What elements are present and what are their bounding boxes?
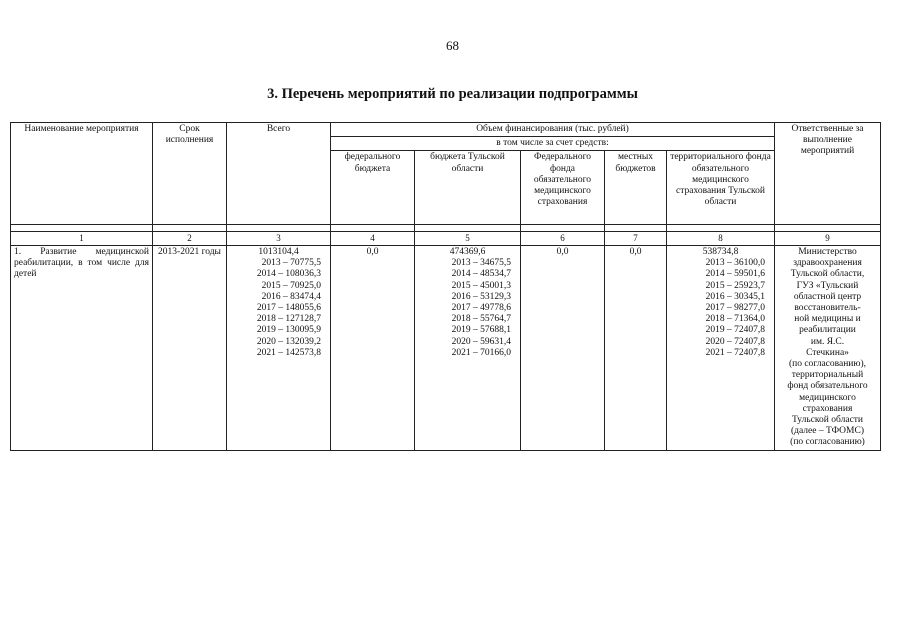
regional-year: 2014 – 48534,7 — [451, 269, 511, 280]
regional-budget-cell — [415, 246, 521, 451]
responsible-line: восстановитель- — [794, 303, 861, 314]
responsible-cell — [775, 246, 881, 451]
responsible-line: медицинского — [799, 392, 856, 403]
column-number: 2 — [153, 232, 227, 246]
oms-territorial-year: 2016 – 30345,1 — [705, 291, 765, 302]
oms-territorial-year: 2014 – 59501,6 — [705, 269, 765, 280]
header-federal: федерального бюджета — [331, 151, 415, 225]
total-cell — [227, 246, 331, 451]
total-year: 2014 – 108036,3 — [256, 269, 321, 280]
regional-year: 2019 – 57688,1 — [451, 325, 511, 336]
header-oms-federal: Федерального фонда обязательного медицинского страхования — [521, 151, 605, 225]
column-number: 5 — [415, 232, 521, 246]
regional-year: 2013 – 34675,5 — [451, 258, 511, 269]
column-number: 8 — [667, 232, 775, 246]
total-year: 2020 – 132039,2 — [256, 336, 321, 347]
oms-territorial-year: 2019 – 72407,8 — [705, 325, 765, 336]
responsible-line: территориальный — [791, 370, 864, 381]
total-sum: 1013104,4 — [258, 247, 299, 258]
responsible-line: Министерство — [798, 247, 857, 258]
total-year: 2019 – 130095,9 — [256, 325, 321, 336]
total-year: 2017 – 148055,6 — [256, 303, 321, 314]
document-title: 3. Перечень мероприятий по реализации подпрограммы — [267, 86, 638, 102]
responsible-line: страхования — [802, 403, 853, 414]
measure-period: 2013-2021 годы — [153, 246, 227, 451]
oms-territorial-year: 2020 – 72407,8 — [705, 336, 765, 347]
column-number: 1 — [11, 232, 153, 246]
regional-year: 2018 – 55764,7 — [451, 314, 511, 325]
responsible-line: (далее – ТФОМС) — [791, 426, 864, 437]
responsible-line: (по согласованию) — [790, 437, 865, 448]
oms-territorial-sum: 538734,8 — [702, 247, 739, 258]
oms-territorial-year: 2013 – 36100,0 — [705, 258, 765, 269]
responsible-line: им. Я.С. — [810, 336, 845, 347]
total-year: 2018 – 127128,7 — [256, 314, 321, 325]
header-srok: Срок исполнения — [153, 123, 227, 225]
oms-territorial-year: 2021 – 72407,8 — [705, 347, 765, 358]
responsible-line: здравоохранения — [793, 258, 862, 269]
header-name: Наименование мероприятия — [11, 123, 153, 225]
local-budget-value: 0,0 — [605, 246, 667, 451]
page-number: 68 — [446, 38, 459, 53]
regional-year: 2015 – 45001,3 — [451, 280, 511, 291]
federal-budget-value: 0,0 — [331, 246, 415, 451]
responsible-line: ной медицины и — [794, 314, 861, 325]
regional-sum: 474369,6 — [449, 247, 486, 258]
responsible-line: Стечкина» — [806, 347, 849, 358]
header-local: местных бюджетов — [605, 151, 667, 225]
oms-territorial-year: 2018 – 71364,0 — [705, 314, 765, 325]
regional-year: 2016 – 53129,3 — [451, 291, 511, 302]
measure-name: 1. Развитие медицинской реабилитации, в том числе для детей — [11, 246, 153, 451]
responsible-line: (по согласованию), — [788, 359, 867, 370]
responsible-line: Тульской области — [791, 415, 864, 426]
column-number: 4 — [331, 232, 415, 246]
total-year: 2021 – 142573,8 — [256, 347, 321, 358]
responsible-line: фонд обязательного — [787, 381, 868, 392]
column-numbers-row — [11, 232, 881, 246]
regional-year: 2017 – 49778,6 — [451, 303, 511, 314]
oms-territorial-year: 2015 – 25923,7 — [705, 280, 765, 291]
oms-territorial-cell — [667, 246, 775, 451]
header-responsible: Ответственные за выполнение мероприятий — [775, 123, 881, 225]
column-number: 7 — [605, 232, 667, 246]
table-row — [11, 246, 881, 451]
oms-territorial-year: 2017 – 98277,0 — [705, 303, 765, 314]
measures-table — [10, 122, 881, 451]
header-spacer-row — [11, 225, 881, 232]
header-total: Всего — [227, 123, 331, 225]
column-number: 6 — [521, 232, 605, 246]
header-financing: Объем финансирования (тыс. рублей) — [331, 123, 775, 137]
column-number: 3 — [227, 232, 331, 246]
header-oms-territorial: территориального фонда обязательного медицинского страхования Тульской области — [667, 151, 775, 225]
oms-federal-value: 0,0 — [521, 246, 605, 451]
header-including: в том числе за счет средств: — [331, 137, 775, 151]
responsible-line: реабилитации — [799, 325, 856, 336]
total-year: 2015 – 70925,0 — [261, 280, 321, 291]
header-regional: бюджета Тульской области — [415, 151, 521, 225]
total-year: 2016 – 83474,4 — [261, 291, 321, 302]
responsible-line: Тульской области, — [790, 269, 865, 280]
responsible-line: областной центр — [793, 291, 862, 302]
header-row-1 — [11, 123, 881, 137]
total-year: 2013 – 70775,5 — [261, 258, 321, 269]
regional-year: 2020 – 59631,4 — [451, 336, 511, 347]
responsible-line: ГУЗ «Тульский — [796, 280, 859, 291]
column-number: 9 — [775, 232, 881, 246]
regional-year: 2021 – 70166,0 — [451, 347, 511, 358]
